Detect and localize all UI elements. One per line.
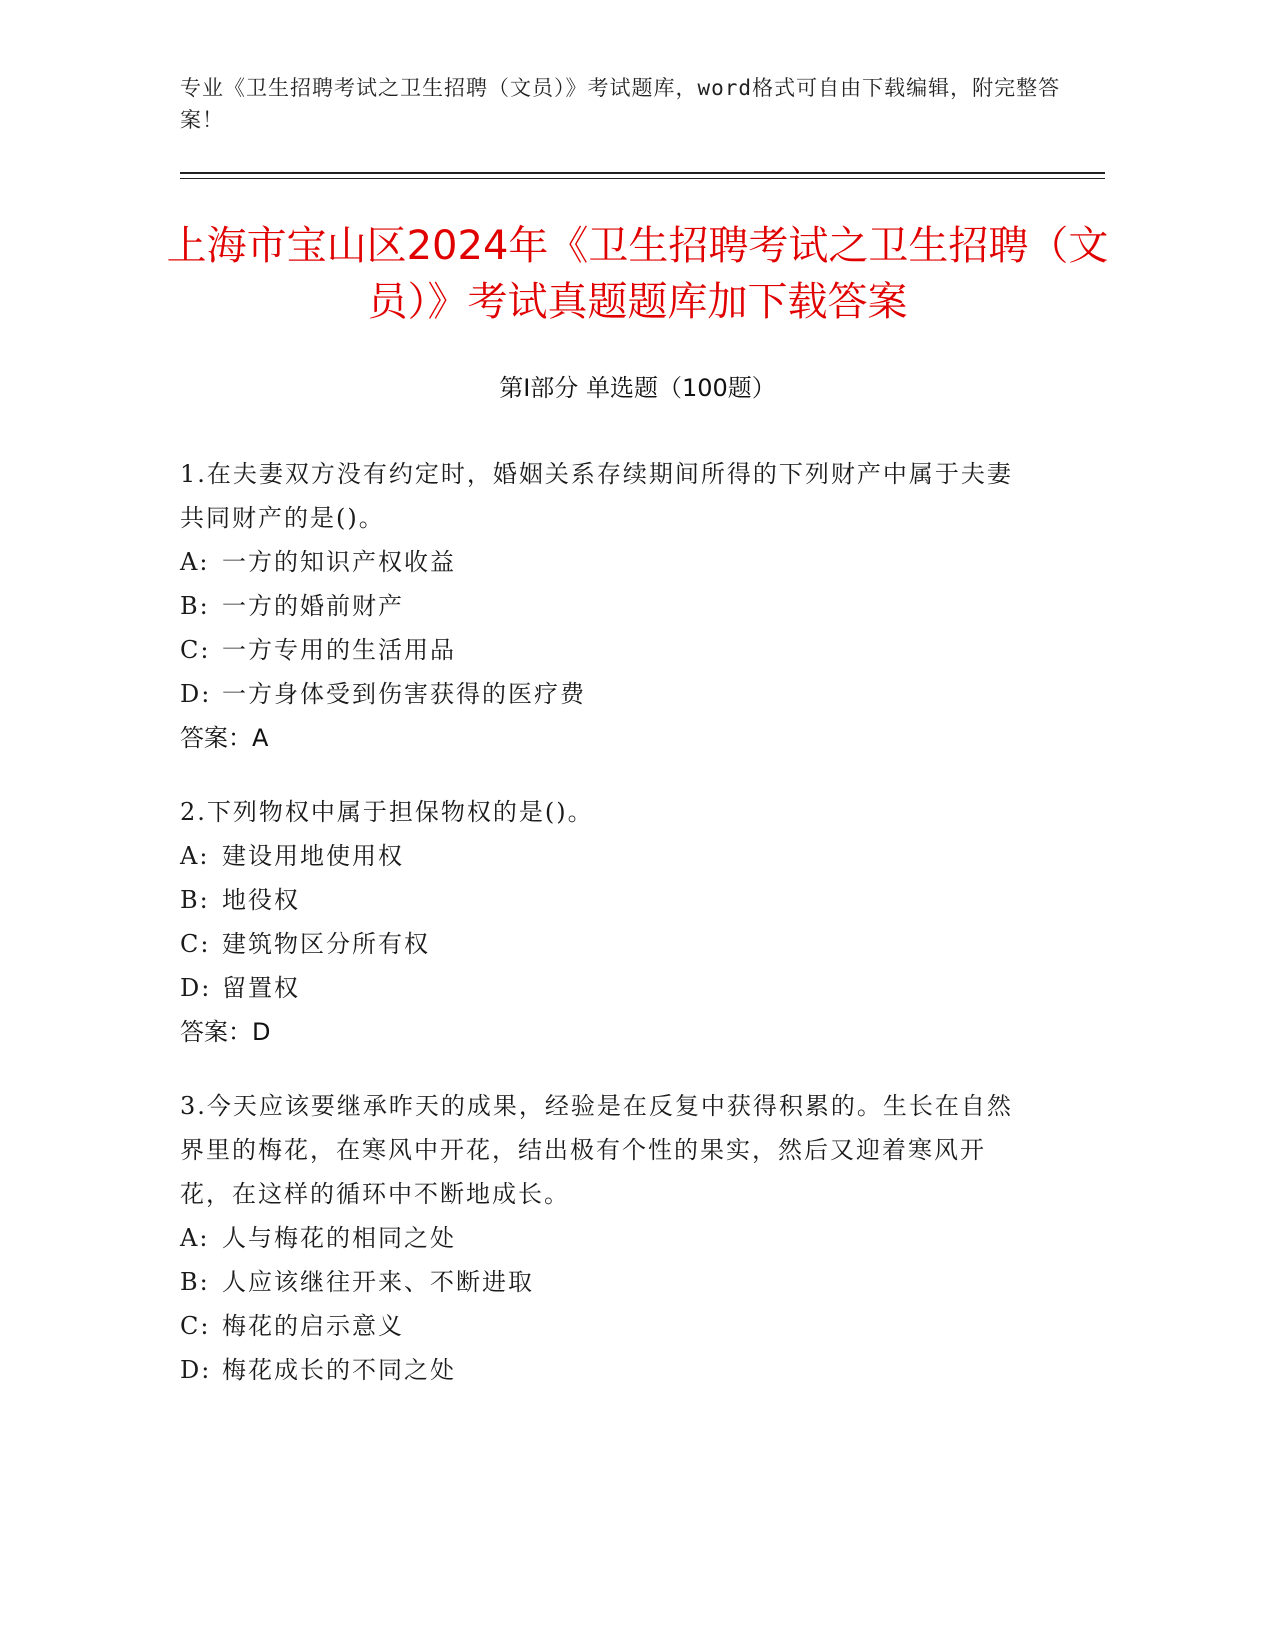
option-key: B:: [180, 592, 210, 620]
option-text: 梅花的启示意义: [222, 1312, 404, 1340]
option-key: C:: [180, 636, 211, 664]
option-key: B:: [180, 1268, 210, 1296]
option-d: [180, 966, 1030, 1010]
option-a: [180, 540, 1030, 584]
option-b: [180, 1260, 1030, 1304]
option-text: 梅花成长的不同之处: [222, 1356, 456, 1384]
option-key: C:: [180, 930, 211, 958]
option-d: [180, 672, 1030, 716]
option-text: 一方的婚前财产: [222, 592, 404, 620]
question-list: [180, 452, 1030, 1422]
option-text: 留置权: [222, 974, 300, 1002]
question-stem: 2.下列物权中属于担保物权的是()。: [180, 798, 594, 826]
document-title: 上海市宝山区2024年《卫生招聘考试之卫生招聘（文员）》考试真题题库加下载答案: [166, 223, 1109, 325]
option-a: [180, 834, 1030, 878]
header-note: 专业《卫生招聘考试之卫生招聘（文员）》考试题库，word格式可自由下载编辑，附完整答案！: [180, 76, 1061, 132]
option-c: [180, 922, 1030, 966]
question-3: [180, 1084, 1030, 1392]
question-stem: 3.今天应该要继承昨天的成果，经验是在反复中获得积累的。生长在自然界里的梅花，在寒风中开花，结出极有个性的果实，然后又迎着寒风开花，在这样的循环中不断地成长。: [180, 1092, 1013, 1208]
option-key: D:: [180, 1356, 212, 1384]
answer-line: 答案：A: [180, 724, 269, 752]
option-text: 人与梅花的相同之处: [222, 1224, 456, 1252]
option-key: B:: [180, 886, 210, 914]
option-b: [180, 878, 1030, 922]
question-1: [180, 452, 1030, 760]
option-text: 一方身体受到伤害获得的医疗费: [222, 680, 586, 708]
option-c: [180, 1304, 1030, 1348]
question-stem: 1.在夫妻双方没有约定时，婚姻关系存续期间所得的下列财产中属于夫妻共同财产的是()。: [180, 460, 1013, 532]
option-key: A:: [180, 548, 210, 576]
option-key: D:: [180, 974, 212, 1002]
question-2: [180, 790, 1030, 1054]
option-c: [180, 628, 1030, 672]
option-key: D:: [180, 680, 212, 708]
option-text: 人应该继往开来、不断进取: [222, 1268, 534, 1296]
option-key: A:: [180, 842, 210, 870]
option-text: 一方专用的生活用品: [222, 636, 456, 664]
answer-line: 答案：D: [180, 1018, 271, 1046]
option-text: 一方的知识产权收益: [222, 548, 456, 576]
option-a: [180, 1216, 1030, 1260]
header-divider-thick: [180, 172, 1105, 174]
option-d: [180, 1348, 1030, 1392]
option-text: 建筑物区分所有权: [222, 930, 430, 958]
option-text: 地役权: [222, 886, 300, 914]
header-divider-thin: [180, 178, 1105, 179]
option-b: [180, 584, 1030, 628]
option-key: A:: [180, 1224, 210, 1252]
section-heading: 第Ⅰ部分 单选题（100题）: [499, 374, 776, 402]
option-key: C:: [180, 1312, 211, 1340]
option-text: 建设用地使用权: [222, 842, 404, 870]
